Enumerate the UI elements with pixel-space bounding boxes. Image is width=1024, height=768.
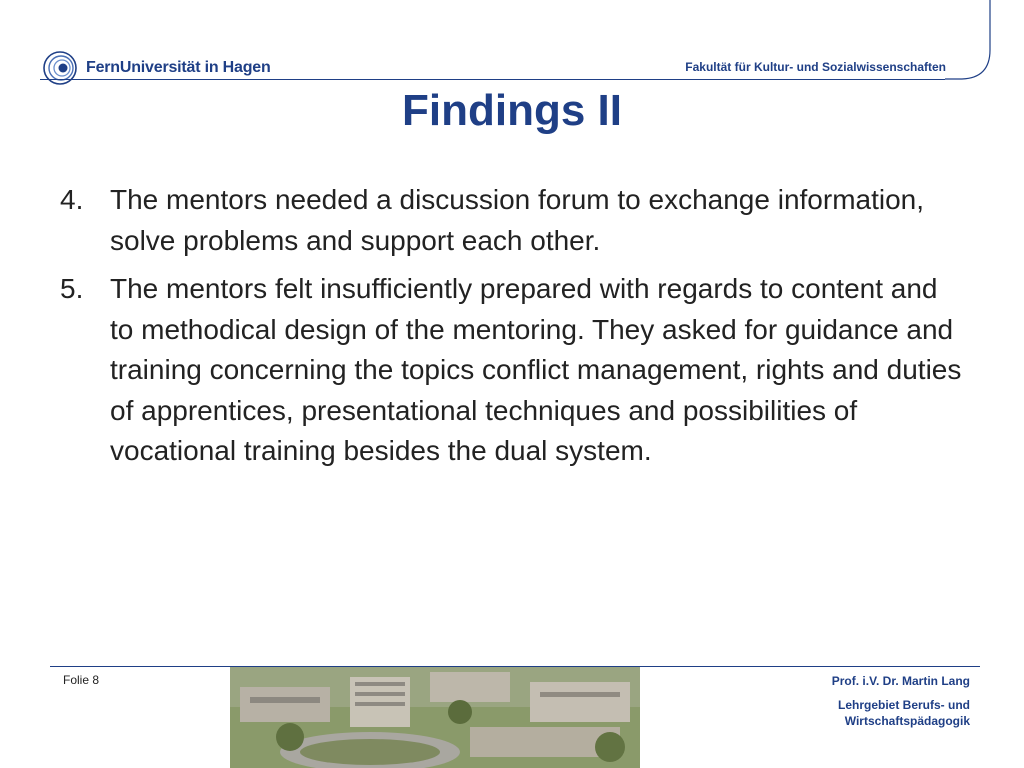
slide-number: Folie 8 [63, 673, 100, 687]
author-name: Prof. i.V. Dr. Martin Lang [831, 674, 970, 688]
logo-text: FernUniversität in Hagen [86, 59, 271, 76]
chair-name [838, 697, 970, 729]
university-logo-icon [40, 50, 80, 86]
chair-line-2: Wirtschaftspädagogik [844, 714, 970, 728]
slide-title: Findings II [402, 86, 622, 135]
list-item-number: 4. [60, 184, 84, 215]
campus-photo [230, 667, 640, 768]
faculty-name: Fakultät für Kultur- und Sozialwissenschaften [685, 60, 946, 74]
university-logo [40, 50, 271, 86]
list-item [60, 180, 965, 261]
list-item-text: The mentors felt insufficiently prepared with regards to content and to methodical design of the mentoring. They asked for guidance and training concerning the topics conflict management, rights and duties of apprentices, presentational techniques and possibilities of vocational training besides the dual system. [110, 273, 962, 466]
list-item-number: 5. [60, 273, 84, 304]
chair-line-1: Lehrgebiet Berufs- und [837, 698, 970, 712]
list-item-text: The mentors needed a discussion forum to exchange information, solve problems and support each other. [110, 184, 925, 256]
slide-body [60, 180, 965, 480]
header-divider [40, 79, 945, 80]
list-item [60, 269, 965, 472]
